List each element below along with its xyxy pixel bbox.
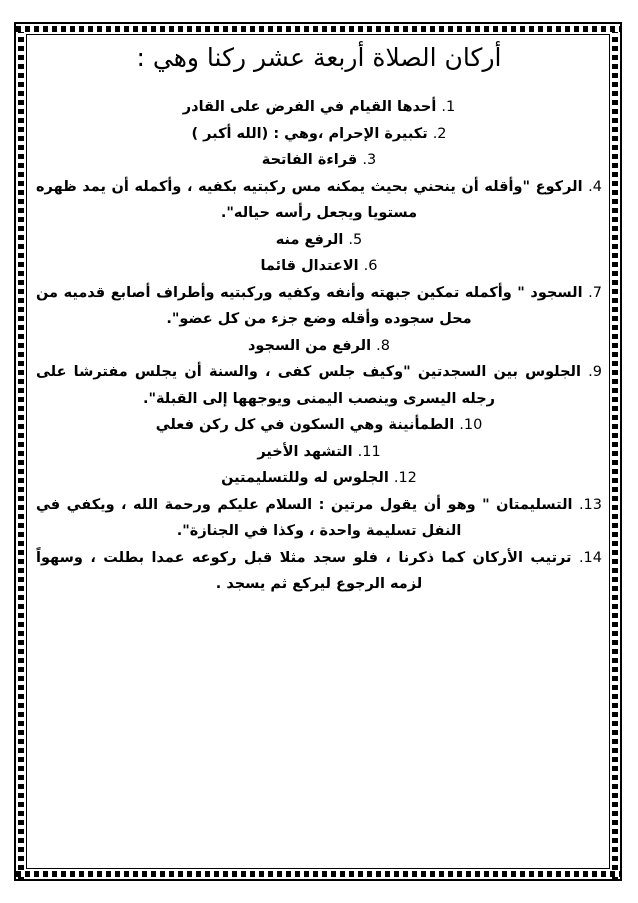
list-item bbox=[36, 359, 602, 412]
list-item bbox=[36, 280, 602, 333]
item-number: 1. bbox=[441, 99, 456, 115]
item-text: السجود " وأكمله تمكين جبهته وأنفه وكفيه وركبتيه وأطراف أصابع قدميه من محل سجوده وأقله وضع جزء من كل عضو". bbox=[36, 284, 589, 327]
item-text: ترتيب الأركان كما ذكرنا ، فلو سجد مثلا قبل ركوعه عمدا بطلت ، وسهواً لزمه الرجوع ليركع ثم يسجد . bbox=[36, 549, 579, 592]
item-number: 3. bbox=[362, 152, 377, 168]
item-text: التسليمتان " وهو أن يقول مرتين : السلام عليكم ورحمة الله ، ويكفي في النفل تسليمة واحدة ، وكذا في الجنازة". bbox=[36, 496, 579, 539]
item-number: 14. bbox=[578, 549, 602, 566]
item-number: 12. bbox=[393, 470, 417, 486]
list-item bbox=[36, 492, 602, 545]
item-text: الجلوس له وللتسليمتين bbox=[221, 470, 394, 486]
list-item bbox=[36, 94, 602, 121]
item-number: 4. bbox=[588, 178, 602, 195]
list-item bbox=[36, 147, 602, 174]
page-title: أركان الصلاة أربعة عشر ركنا وهي : bbox=[136, 43, 502, 72]
item-number: 13. bbox=[578, 496, 602, 513]
item-number: 8. bbox=[376, 337, 390, 354]
list-item bbox=[36, 465, 602, 492]
list-item bbox=[36, 227, 602, 254]
item-number: 9. bbox=[588, 364, 602, 380]
list-item bbox=[36, 439, 602, 466]
list-item bbox=[36, 333, 602, 360]
item-text: الطمأنينة وهي السكون في كل ركن فعلي bbox=[155, 417, 460, 433]
item-text: الركوع "وأقله أن ينحني بحيث يمكنه مس ركبتيه بكفيه ، وأكمله أن يمد ظهره مستويا ويجعل رأسه حياله". bbox=[36, 178, 589, 221]
document-body bbox=[36, 40, 602, 598]
item-number: 5. bbox=[348, 231, 363, 248]
item-text: أحدها القيام في الفرض على القادر bbox=[182, 99, 442, 115]
list-item bbox=[36, 545, 602, 598]
item-number: 7. bbox=[588, 284, 602, 301]
list-item bbox=[36, 412, 602, 439]
item-text: الاعتدال قائما bbox=[260, 258, 364, 274]
item-text: قراءة الفاتحة bbox=[261, 152, 363, 168]
list-item bbox=[36, 253, 602, 280]
item-text: الرفع منه bbox=[275, 231, 349, 248]
list-item bbox=[36, 174, 602, 227]
item-text: الرفع من السجود bbox=[247, 337, 377, 354]
item-number: 10. bbox=[459, 417, 483, 433]
item-text: تكبيرة الإحرام ،وهي : (الله أكبر ) bbox=[191, 125, 433, 142]
item-number: 2. bbox=[432, 125, 447, 142]
item-text: التشهد الأخير bbox=[257, 443, 358, 460]
item-text: الجلوس بين السجدتين "وكيف جلس كفى ، والسنة أن يجلس مفترشا على رجله اليسرى وينصب اليمنى ويوجهها إلى القبلة". bbox=[36, 364, 589, 407]
list-item bbox=[36, 121, 602, 148]
item-number: 11. bbox=[357, 443, 381, 460]
item-number: 6. bbox=[363, 258, 378, 274]
